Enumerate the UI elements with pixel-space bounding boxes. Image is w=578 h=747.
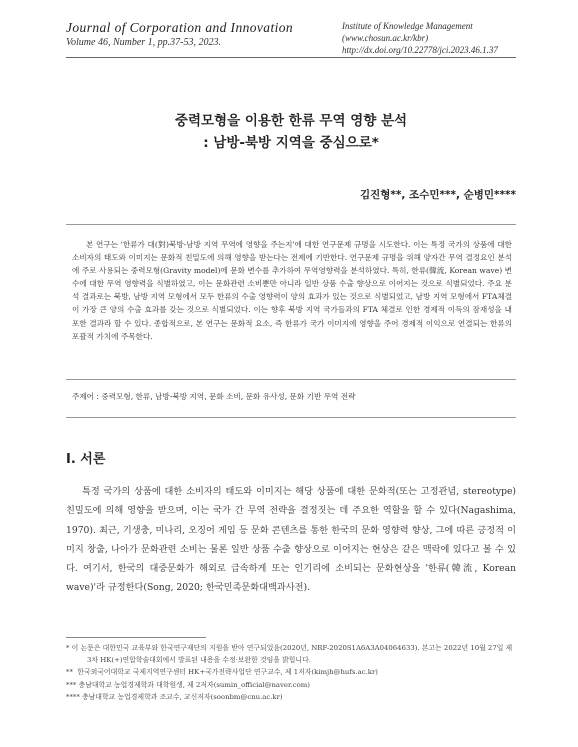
- body-paragraph: 특정 국가의 상품에 대한 소비자의 태도와 이미지는 해당 상품에 대한 문화적(또는 고정관념, stereotype) 친밀도에 의해 영향을 받으며, 이는 국가 간 무역 전략을 결정짓는 데 주요한 역할을 할 수 있다(Nagashima, 1970). 최근, 기생충, 미나리, 오징어 게임 등 문화 콘텐츠를 통한 한국의 문화 영향력 향상, 그에 따른 긍정적 이미지 창출, 나아가 문화관련 소비는 물론 일반 상품 수출 향상으로 이어지는 현상은 같은 맥락에 있다고 볼 수 있다. 여기서, 한국의 대중문화가 해외로 급속하게 또는 인기리에 소비되는 문화현상을 '한류(韓流, Korean wave)'라 규정한다(Song, 2020; 한국민족문화대백과사전).: [66, 486, 516, 594]
- footnote-mark: ***: [66, 680, 77, 689]
- title-line-1: 중력모형을 이용한 한류 무역 영향 분석: [174, 113, 408, 129]
- section-heading: Ⅰ. 서론: [66, 452, 106, 467]
- author-list: 김진형**, 조수민***, 순병민****: [360, 189, 516, 201]
- footnote-text: 이 논문은 대한민국 교육부와 한국연구재단의 지원을 받아 연구되었음(2020년, NRF-2020S1A6A3A04064633). 본고는 2022년 10월 27일 제3차 HK(+)연합학술대회에서 발표된 내용을 수정·보완한 것임을 밝힙니다.: [71, 644, 513, 665]
- header-divider: [66, 57, 516, 58]
- institute-name: Institute of Knowledge Management: [342, 21, 473, 31]
- title-line-2: : 남방-북방 지역을 중심으로*: [203, 135, 379, 151]
- publisher-info: [342, 20, 498, 56]
- footnote-text: 충남대학교 농업경제학과 대학원생, 제 2저자(sumin_official@naver.com): [78, 680, 310, 689]
- abstract-top-divider: [66, 224, 516, 225]
- footnote-divider: [66, 637, 206, 638]
- footnote-mark: *: [66, 644, 70, 652]
- doi-link[interactable]: http://dx.doi.org/10.22778/jci.2023.46.1.37: [342, 45, 498, 55]
- website-link[interactable]: (www.chosun.ac.kr/kbr): [342, 33, 429, 43]
- abstract-bottom-divider: [66, 379, 516, 380]
- footnote-mark: **: [66, 668, 73, 677]
- footnote-item: [66, 666, 516, 678]
- keywords: 주제어 : 중력모형, 한류, 남방-북방 지역, 문화 소비, 문화 유사성, 문화 기반 무역 전략: [72, 392, 356, 401]
- footnote-text: 한국외국어대학교 국제지역연구센터 HK+국가전략사업단 연구교수, 제 1저자(kimjh@hufs.ac.kr): [77, 668, 378, 677]
- footnote-item: [66, 642, 516, 666]
- journal-title: Journal of Corporation and Innovation: [66, 20, 294, 35]
- keywords-divider: [66, 417, 516, 418]
- footnote-text: 충남대학교 농업경제학과 조교수, 교신저자(soonbm@cnu.ac.kr): [81, 692, 283, 701]
- paper-title: [66, 110, 516, 154]
- footnote-mark: ****: [66, 692, 80, 701]
- footnotes: [66, 642, 516, 703]
- footnote-item: [66, 679, 516, 691]
- footnote-item: [66, 691, 516, 703]
- abstract-text: 본 연구는 '한류가 대(對)북방-남방 지역 무역에 영향을 주는지'에 대한 연구문제 규명을 시도한다. 이는 특정 국가의 상품에 대한 소비자의 태도와 이미지는 문화적 친밀도에 의해 영향을 받는다는 전제에 기반한다. 연구문제 규명을 위해 양자간 무역 결정요인 분석에 주로 사용되는 중력모형(Gravity model)에 문화 변수를 추가하여 무역영향력을 분석하였다. 특히, 한류(韓流, Korean wave) 변수에 대한 무역 영향력을 식별하였고, 이는 문화관련 소비뿐만 아니라 일반 상품 수출 향상으로 이어지는 것으로 식별되었다. 주요 분석 결과로는 북방, 남방 지역 모형에서 모두 한류의 수출 영향력이 양의 효과가 있는 것으로 식별되었고, 남방 지역 모형에서 FTA체결이 가장 큰 양의 수출 효과를 갖는 것으로 식별되었다. 이는 향후 북방 지역 국가들과의 FTA 체결로 인한 경제적 이득의 잠재성을 내포한 결과라 할 수 있다. 종합적으로, 본 연구는 문화적 요소, 즉 한류가 국가 이미지에 영향을 주어 경제적 이익으로 연결되는 한류의 포괄적 가치에 주목한다.: [72, 240, 512, 341]
- journal-info: [66, 19, 293, 49]
- volume-info: Volume 46, Number 1, pp.37-53, 2023.: [66, 37, 221, 48]
